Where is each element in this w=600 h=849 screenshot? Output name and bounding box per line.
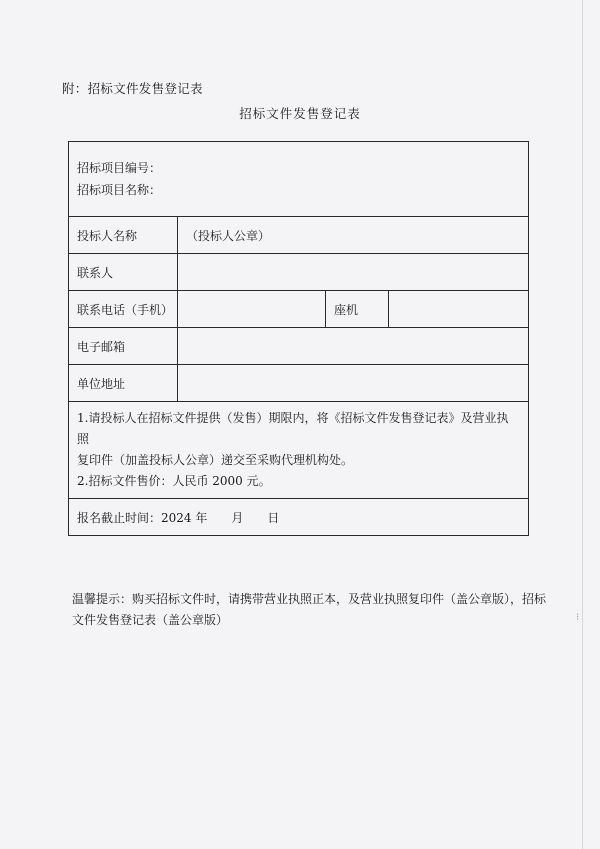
registration-form-table: [68, 141, 529, 536]
scan-edge-line: [582, 0, 583, 849]
reminder-note: [72, 589, 568, 631]
project-number-label: 招标项目编号：: [77, 161, 162, 175]
bidder-name-label: 投标人名称: [69, 217, 178, 254]
deadline-row: [69, 499, 529, 536]
note-line-1: 1.请投标人在招标文件提供（发售）期限内，将《招标文件发售登记表》及营业执照: [77, 411, 509, 446]
reminder-line-1: 温馨提示：购买招标文件时，请携带营业执照正本，及营业执照复印件（盖公章版），招标: [72, 592, 547, 606]
email-row: [69, 328, 529, 365]
mobile-phone-field[interactable]: [178, 291, 326, 328]
project-info-row: [69, 142, 529, 217]
phone-row: [69, 291, 529, 328]
bidder-name-field[interactable]: （投标人公章）: [178, 217, 529, 254]
project-info-cell: [69, 142, 529, 217]
address-label: 单位地址: [69, 365, 178, 402]
address-field[interactable]: [178, 365, 529, 402]
annex-heading: 附：招标文件发售登记表: [62, 81, 203, 96]
mobile-phone-label: 联系电话（手机）: [69, 291, 178, 328]
landline-field[interactable]: [389, 291, 529, 328]
contact-label: 联系人: [69, 254, 178, 291]
margin-scan-mark: ⁝: [576, 612, 580, 623]
contact-row: [69, 254, 529, 291]
email-label: 电子邮箱: [69, 328, 178, 365]
project-name-label: 招标项目名称：: [77, 183, 162, 197]
document-title: 招标文件发售登记表: [239, 106, 361, 121]
reminder-line-2: 文件发售登记表（盖公章版）: [72, 613, 229, 627]
email-field[interactable]: [178, 328, 529, 365]
bidder-name-row: [69, 217, 529, 254]
landline-label: 座机: [326, 291, 389, 328]
deadline-cell: 报名截止时间：2024 年 月 日: [69, 499, 529, 536]
note-line-3: 2.招标文件售价：人民币 2000 元。: [77, 474, 271, 488]
address-row: [69, 365, 529, 402]
notes-row: [69, 402, 529, 499]
notes-cell: [69, 402, 529, 499]
contact-field[interactable]: [178, 254, 529, 291]
note-line-2: 复印件（加盖投标人公章）递交至采购代理机构处。: [77, 453, 354, 467]
